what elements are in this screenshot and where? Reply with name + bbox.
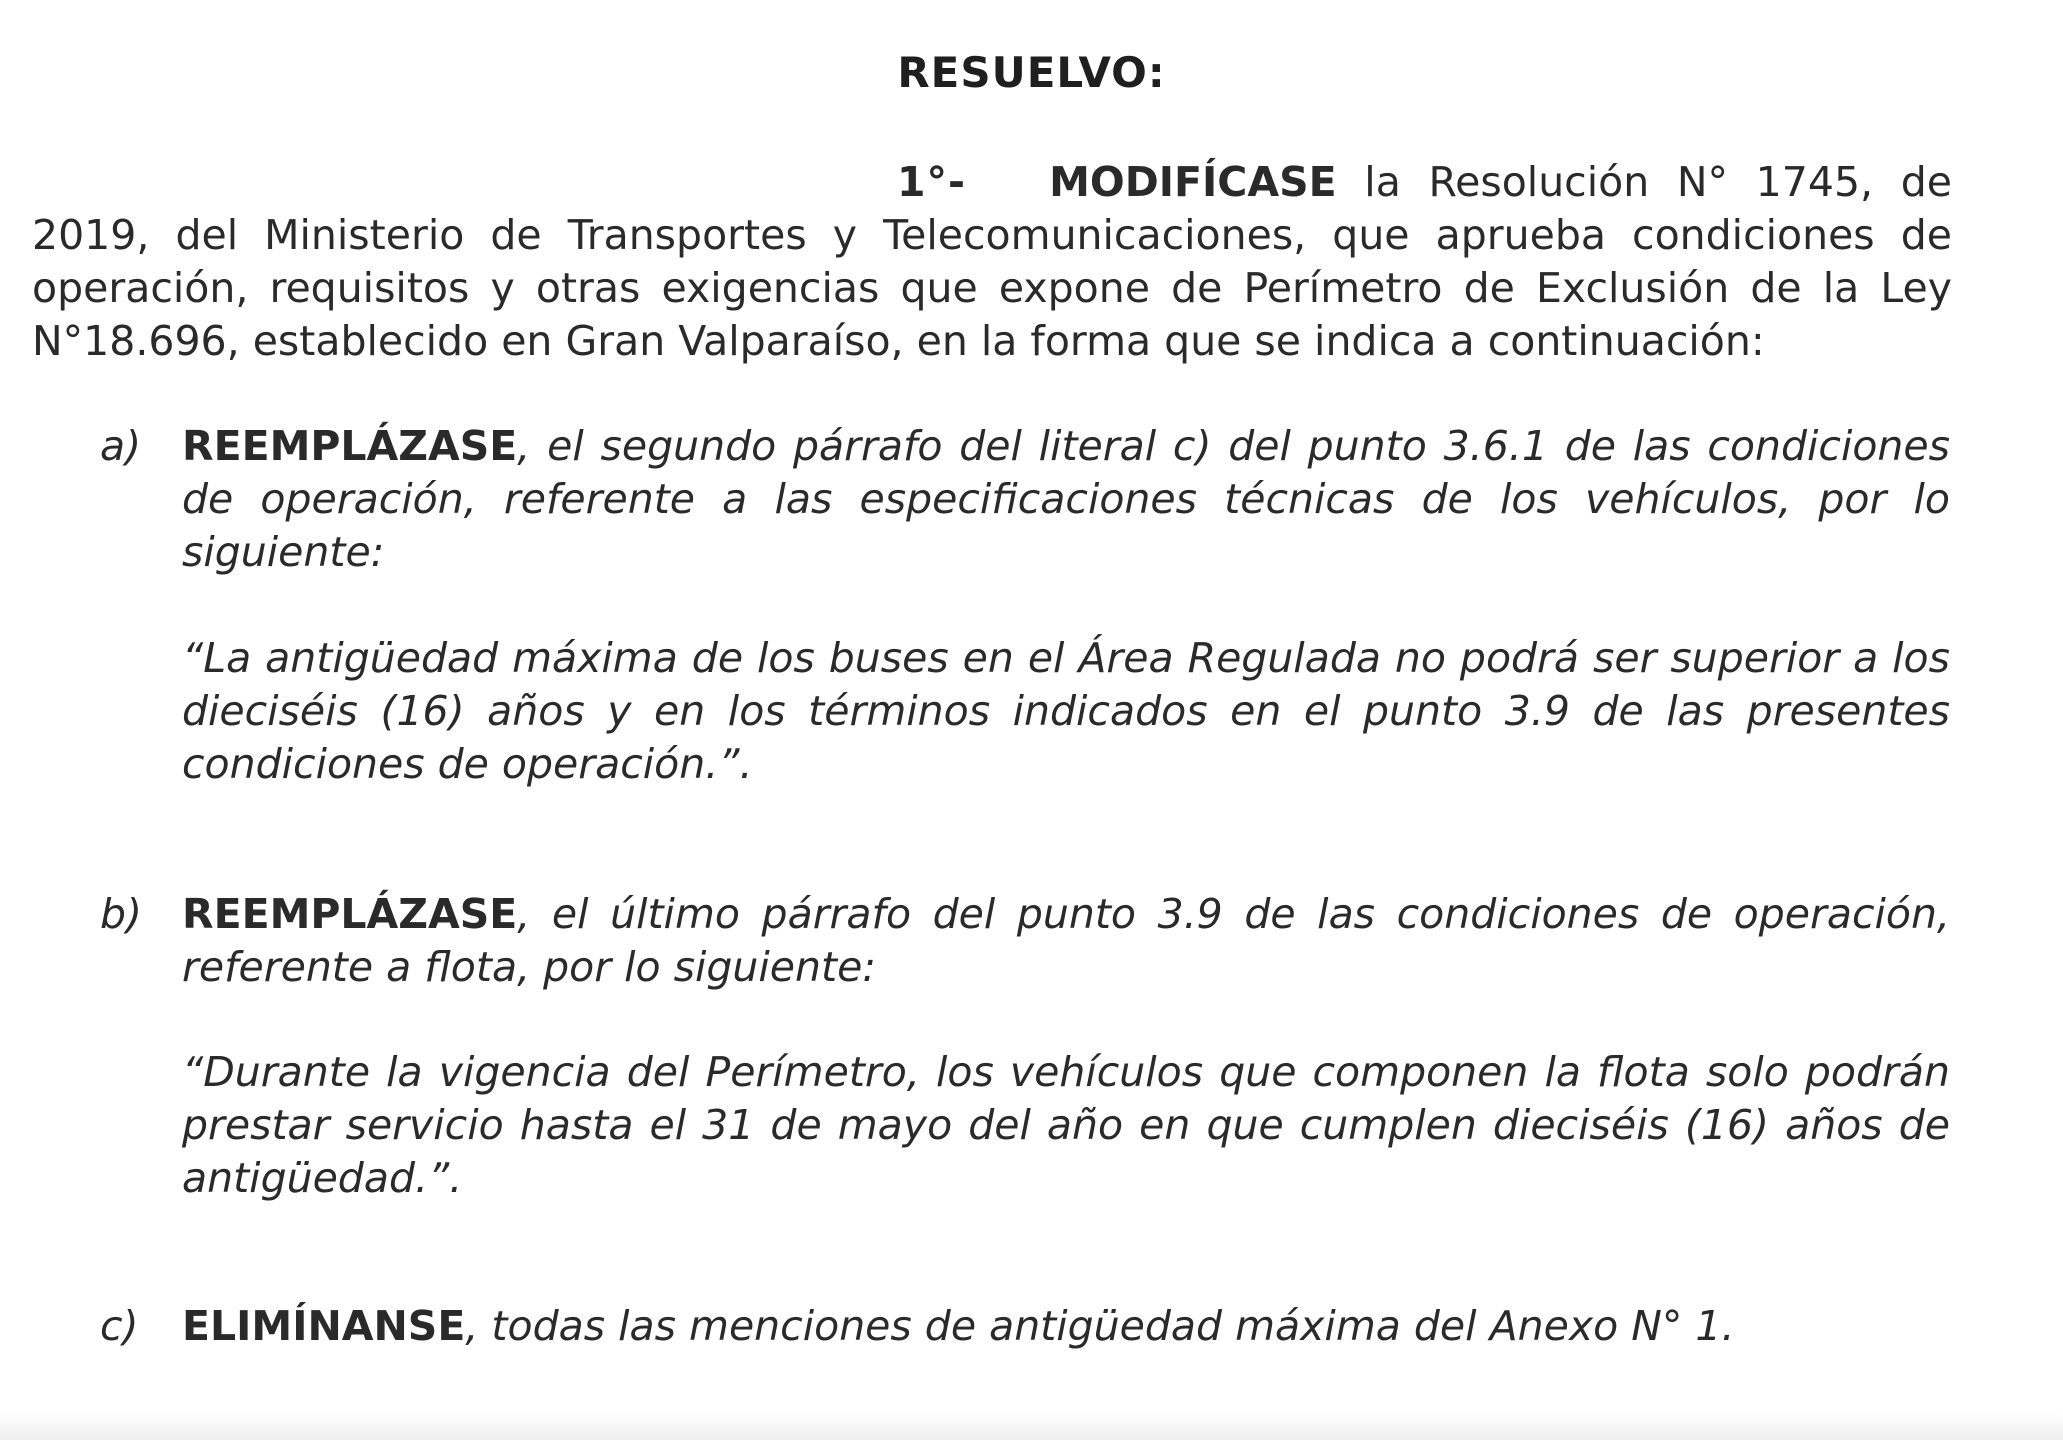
article-text: la Resolución N° 1745, de 2019, del Ministerio de Transportes y Telecomunicaciones, que aprueba condiciones de operación, requisitos y otras exigencias que expone de Perímetro de Exclusión de la Ley N°18.696, establecido en Gran Valparaíso, en la forma que se indica a continuación: — [32, 158, 1952, 365]
article-lead — [32, 158, 1337, 206]
article-verb: MODIFÍCASE — [1049, 158, 1337, 206]
item-letter: c) — [100, 1302, 139, 1350]
item-verb: REEMPLÁZASE — [182, 890, 518, 938]
article-paragraph — [32, 156, 1952, 368]
item-body — [182, 420, 1950, 579]
item-letter: b) — [100, 890, 143, 938]
list-item-c — [100, 1300, 1950, 1353]
item-text: , el segundo párrafo del literal c) del punto 3.6.1 de las condiciones de operación, referente a las especificaciones técnicas de los vehículos, por lo siguiente: — [182, 422, 1950, 576]
item-body — [182, 1300, 1950, 1353]
article-number: 1°- — [897, 158, 967, 206]
scan-edge-shadow — [0, 1412, 2063, 1440]
item-verb: ELIMÍNANSE — [182, 1302, 466, 1350]
item-body — [182, 888, 1950, 994]
item-verb: REEMPLÁZASE — [182, 422, 518, 470]
list-item-b — [100, 888, 1950, 994]
item-text: , el último párrafo del punto 3.9 de las condiciones de operación, referente a flota, por lo siguiente: — [182, 890, 1950, 991]
list-item-a — [100, 420, 1950, 579]
item-quote-b: “Durante la vigencia del Perímetro, los vehículos que componen la flota solo podrán prestar servicio hasta el 31 de mayo del año en que cumplen dieciséis (16) años de antigüedad.”. — [182, 1048, 1950, 1202]
item-text: , todas las menciones de antigüedad máxima del Anexo N° 1. — [465, 1302, 1735, 1350]
item-letter: a) — [100, 422, 142, 470]
section-heading: RESUELVO: — [897, 48, 1166, 97]
item-quote-a: “La antigüedad máxima de los buses en el Área Regulada no podrá ser superior a los dieciséis (16) años y en los términos indicados en el punto 3.9 de las presentes condiciones de operación.”. — [182, 634, 1950, 788]
